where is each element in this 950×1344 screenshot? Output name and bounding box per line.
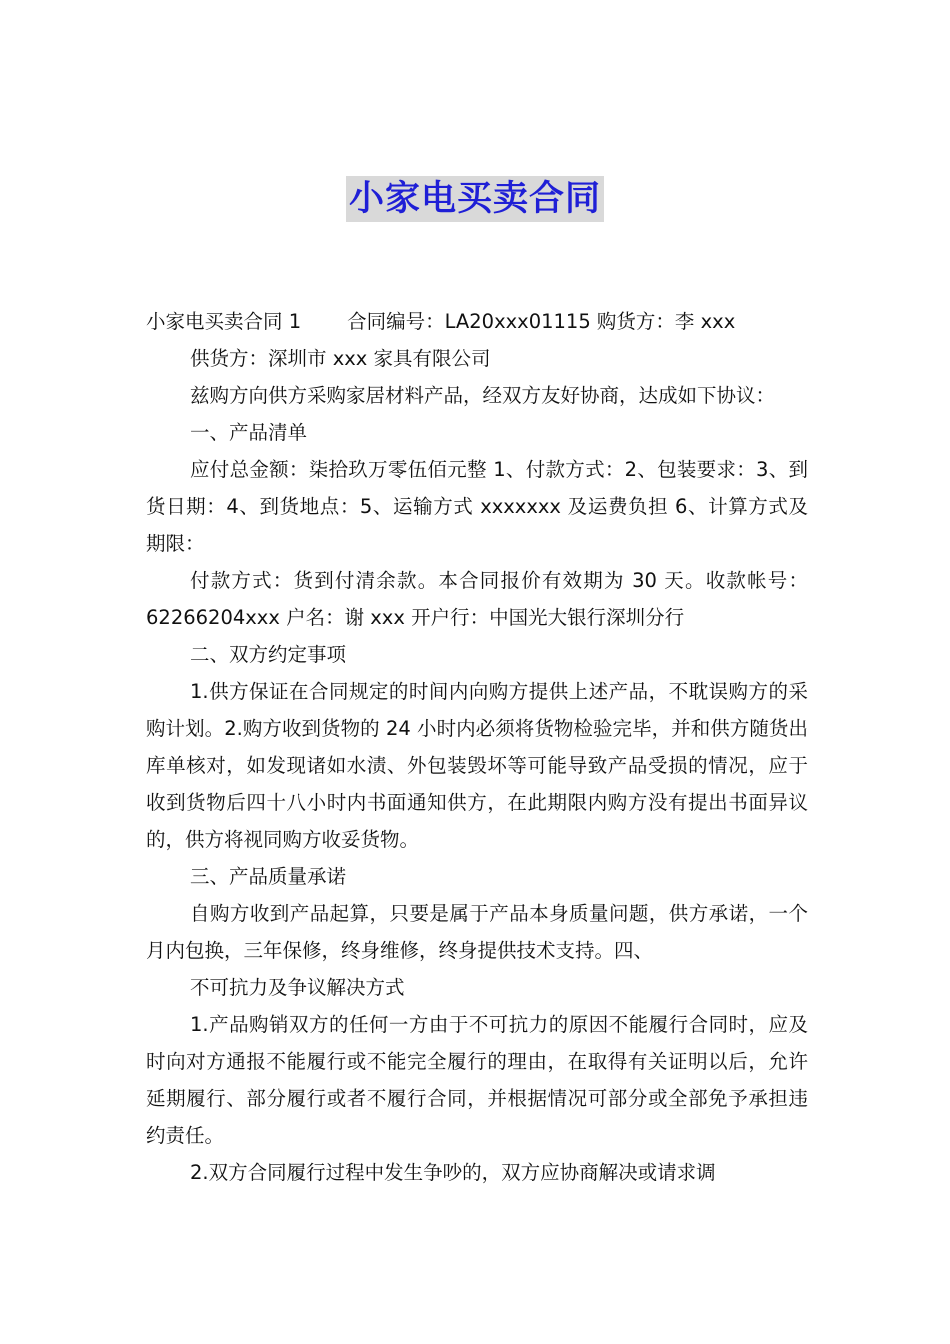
force-majeure-paragraph: 1.产品购销双方的任何一方由于不可抗力的原因不能履行合同时，应及时向对方通报不能履行或不能完全履行的理由，在取得有关证明以后，允许延期履行、部分履行或者不履行合同，并根据情况可部分或全部免予承担违约责任。 [146, 1013, 808, 1147]
title-container [0, 176, 950, 222]
contract-header-line [146, 303, 808, 340]
quality-paragraph: 自购方收到产品起算，只要是属于产品本身质量问题，供方承诺，一个月内包换，三年保修，终身维修，终身提供技术支持。四、 [146, 902, 808, 962]
payment-terms-paragraph: 应付总金额：柒拾玖万零伍佰元整 1、付款方式：2、包装要求：3、到货日期：4、到货地点：5、运输方式 xxxxxxx 及运费负担 6、计算方式及期限： [146, 458, 808, 555]
section-heading-force-majeure: 不可抗力及争议解决方式 [190, 976, 405, 999]
document-body [146, 303, 808, 1191]
supplier-line: 供货方：深圳市 xxx 家具有限公司 [190, 347, 491, 370]
section-heading-agreements: 二、双方约定事项 [190, 643, 347, 666]
section-heading-product-list: 一、产品清单 [190, 421, 308, 444]
agreements-paragraph: 1.供方保证在合同规定的时间内向购方提供上述产品，不耽误购方的采购计划。2.购方收到货物的 24 小时内必须将货物检验完毕，并和供方随货出库单核对，如发现诸如水渍、外包装毁坏等可能导致产品受损的情况，应于收到货物后四十八小时内书面通知供方，在此期限内购方没有提出书面异议的，供方将视同购方收妥货物。 [146, 680, 808, 851]
section-heading-quality: 三、产品质量承诺 [190, 865, 347, 888]
document-title: 小家电买卖合同 [346, 176, 604, 222]
bank-info-paragraph: 付款方式：货到付清余款。本合同报价有效期为 30 天。收款帐号：62266204xxx 户名：谢 xxx 开户行：中国光大银行深圳分行 [146, 569, 808, 629]
contract-number-buyer: 合同编号：LA20xxx01115 购货方：李 xxx [347, 310, 736, 333]
dispute-paragraph: 2.双方合同履行过程中发生争吵的，双方应协商解决或请求调 [190, 1161, 716, 1184]
contract-name-number: 小家电买卖合同 1 [146, 310, 302, 333]
intro-paragraph: 兹购方向供方采购家居材料产品，经双方友好协商，达成如下协议： [190, 384, 776, 407]
